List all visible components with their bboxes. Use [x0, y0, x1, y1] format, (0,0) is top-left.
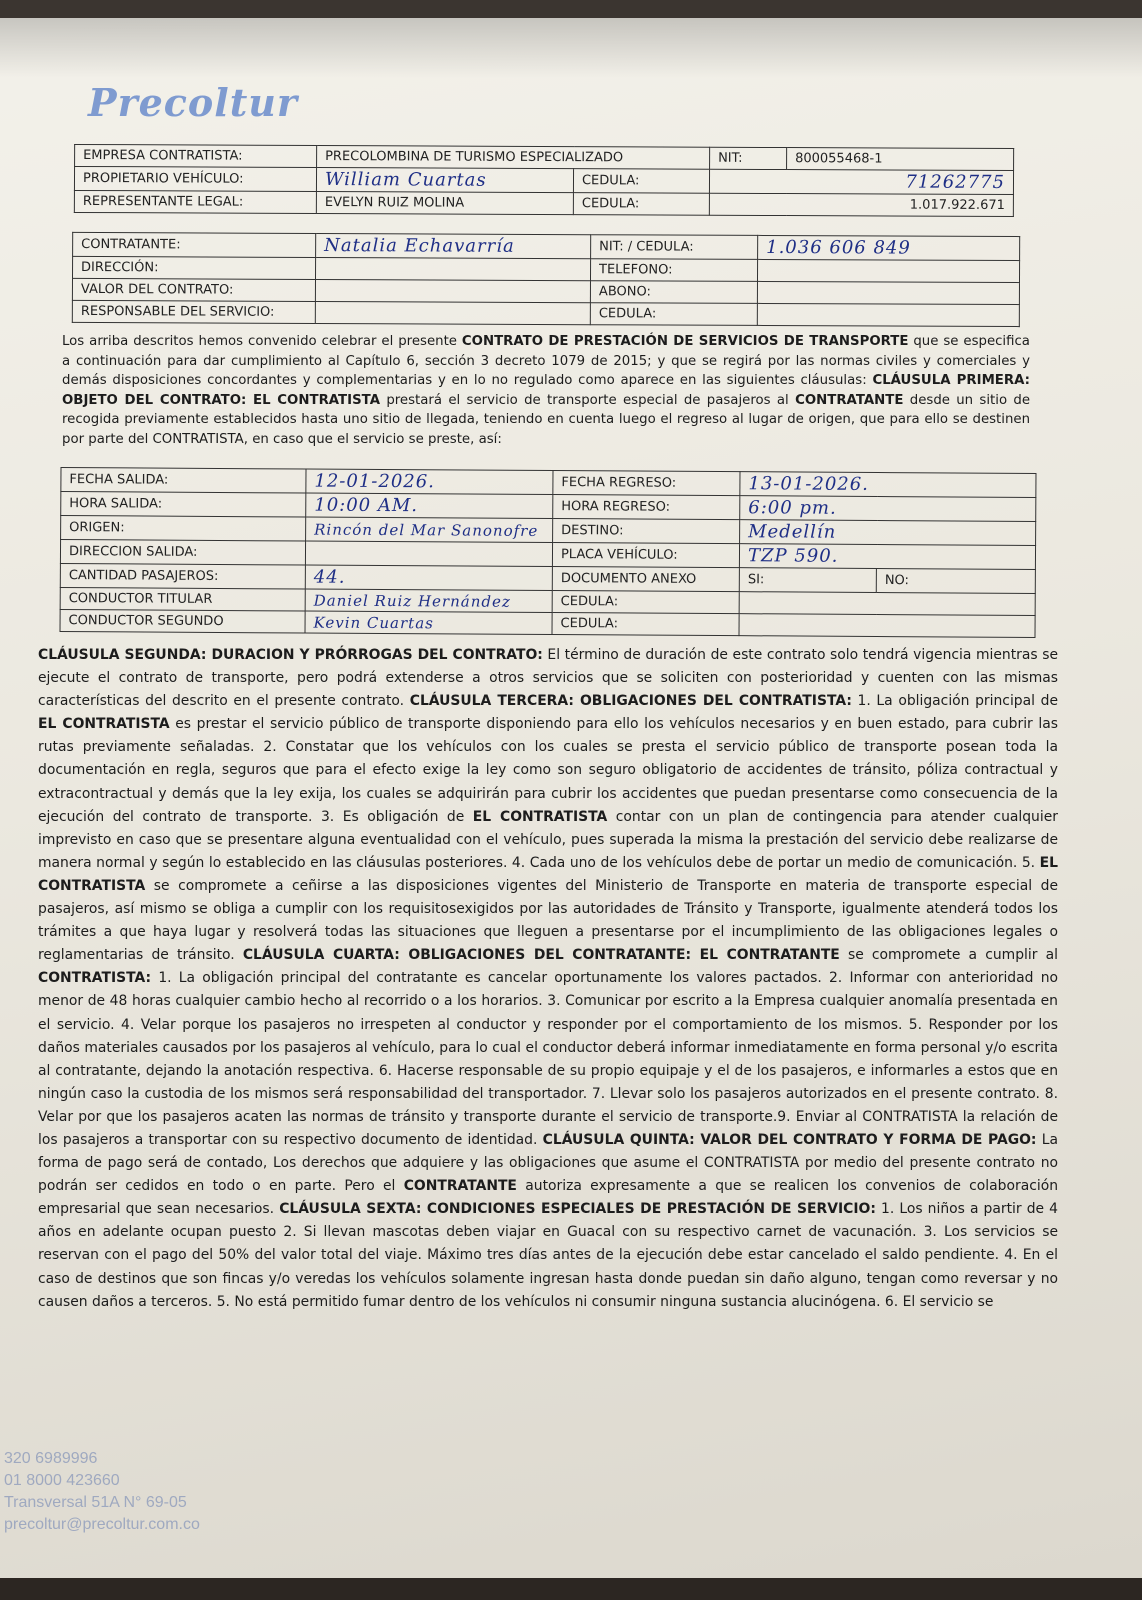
conductor-titular-value: Daniel Ruiz Hernández [305, 589, 552, 613]
contratante-value: Natalia Echavarría [316, 233, 591, 258]
placa-value: TZP 590. [739, 544, 1035, 570]
cedula-value [757, 303, 1019, 326]
valor-label: VALOR DEL CONTRATO: [72, 278, 315, 301]
cedula-b-value [739, 614, 1035, 638]
direccion-value [315, 257, 590, 280]
clause3-text-d: EL CONTRATISTA [472, 808, 608, 825]
logo-text: Precoltur [88, 80, 298, 125]
intro-paragraph [62, 332, 1030, 450]
cedula-a-label: CEDULA: [552, 591, 739, 614]
nit-value: 800055468-1 [787, 148, 1014, 171]
direccion-salida-label: DIRECCION SALIDA: [60, 540, 305, 565]
clause1-text-a: prestará el servicio de transporte especial de pasajeros al [386, 392, 789, 408]
clause5-text-c: autoriza expresamente a que se realicen los convenios de colaboración empresarial que sean necesarios. [38, 1178, 1059, 1218]
telefono-value [757, 259, 1019, 282]
no-label: NO: [876, 569, 1035, 594]
clauses-body [38, 644, 1058, 1314]
clause1-title: CLÁUSULA PRIMERA: OBJETO DEL CONTRATO: EL CONTRATISTA [62, 373, 1030, 408]
page-shadow [0, 18, 1142, 78]
documento-label: DOCUMENTO ANEXO [552, 567, 739, 592]
intro-text-c: que se especifica a continuación para dar cumplimiento al Capítulo 6, sección 3 decreto 1079 de 2015; y que se regirá por las normas civiles y comerciales y demás disposiciones concordantes y complementarias y en lo no regulado como aparece en las siguientes cláusulas: [62, 334, 1030, 389]
empresa-value: PRECOLOMBINA DE TURISMO ESPECIALIZADO [317, 146, 710, 170]
clause2-text: El término de duración de este contrato solo tendrá vigencia mientras se ejecute el contrato de transporte, pero podrá extenderse a otros servicios que se soliciten con posterioridad y cuenten con las mismas características del descrito en el presente contrato. [38, 647, 1059, 710]
cantidad-label: CANTIDAD PASAJEROS: [60, 564, 305, 589]
conductor-segundo-value: Kevin Cuartas [305, 611, 552, 635]
clause5-title: CLÁUSULA QUINTA: VALOR DEL CONTRATO Y FORMA DE PAGO: [542, 1131, 1037, 1148]
clause4-text-c: 1. La obligación principal del contratante es cancelar oportunamente los valores pactados. 2. Informar con anterioridad no menor de 48 horas cualquier cambio hecho al recorrido o a los horarios. 3. Comunicar por escrito a la Empresa cualquier anomalía presentada en el servicio. 4. Velar porque los pasajeros no irrespeten al conductor y responder por el comportamiento de los mismos. 5. Responder por los daños materiales causados por los pasajeros al vehículo, para lo cual el conductor deberá informar inmediatamente en forma personal y/o escrita al contratante, dejando la anotación respectiva. 6. Hacerse responsable de su propio equipaje y el de los pasajeros, e informarles a estos que en ningún caso la custodia de los mismos será responsabilidad del transportador. 7. Llevar solo los pasajeros autorizados en el presente contrato. 8. Velar por que los pasajeros acaten las normas de tránsito y transporte durante el servicio de transporte.9. Enviar al CONTRATISTA la relación de los pasajeros a transportar con su respectivo documento de identidad. [38, 970, 1058, 1148]
contact-footer [4, 1448, 200, 1536]
placa-label: PLACA VEHÍCULO: [552, 543, 739, 568]
clause5-text-a: La forma de pago será de contado, Los derechos que adquiere y las obligaciones que asume el CONTRATISTA por medio del presente contrato no podrán ser cedidos en todo o en parte. Pero el [38, 1131, 1058, 1195]
intro-text-a: Los arriba descritos hemos convenido celebrar el presente [62, 334, 457, 349]
clause5-text-b: CONTRATANTE [403, 1178, 517, 1195]
responsable-label: RESPONSABLE DEL SERVICIO: [72, 300, 315, 323]
cedula-b-label: CEDULA: [552, 613, 739, 636]
footer-address: Transversal 51A N° 69-05 [4, 1494, 187, 1511]
destino-label: DESTINO: [553, 519, 740, 544]
abono-value [757, 281, 1019, 304]
fecha-salida-value: 12-01-2026. [306, 469, 553, 495]
client-table [72, 232, 1020, 327]
cedula1-label: CEDULA: [573, 169, 709, 194]
direccion-label: DIRECCIÓN: [73, 256, 316, 279]
clause3-text-b: EL CONTRATISTA [38, 716, 170, 733]
clause4-text-a: se compromete a cumplir al [847, 947, 1058, 964]
conductor-segundo-label: CONDUCTOR SEGUNDO [60, 610, 305, 633]
propietario-value: William Cuartas [316, 168, 573, 193]
clause3-text-a: 1. La obligación principal de [857, 693, 1058, 710]
fecha-salida-label: FECHA SALIDA: [61, 468, 306, 493]
nit-label: NIT: [710, 147, 787, 169]
cedula1-value: 71262775 [709, 169, 1013, 194]
direccion-salida-value [305, 541, 552, 567]
telefono-label: TELEFONO: [590, 259, 757, 282]
fecha-regreso-label: FECHA REGRESO: [553, 471, 740, 496]
cantidad-value: 44. [305, 565, 552, 591]
cedula2-label: CEDULA: [573, 193, 709, 216]
clause2-title: CLÁUSULA SEGUNDA: DURACION Y PRÓRROGAS DEL CONTRATO: [38, 647, 543, 663]
clause3-text-g: se compromete a ceñirse a las disposiciones vigentes del Ministerio de Transporte en materia de transporte especial de pasajeros, así mismo se obliga a cumplir con los requisitosexigidos por las autoridades de Tránsito y Transporte, igualmente atenderá todos los trámites a que haya lugar y resolverá todas las situaciones que lleguen a presentarse por el incumplimiento de las obligaciones legales o reglamentarias de tránsito. [38, 877, 1058, 964]
hora-regreso-label: HORA REGRESO: [553, 495, 740, 520]
representante-label: REPRESENTANTE LEGAL: [74, 190, 316, 213]
origen-value: Rincón del Mar Sanonofre [306, 517, 553, 543]
clause1-text-b: CONTRATANTE [795, 392, 904, 408]
origen-label: ORIGEN: [61, 516, 306, 541]
clause3-text-c: es prestar el servicio público de transporte disponiendo para ello los vehículos necesarios y en buen estado, para cubrir las rutas previamente señaladas. 2. Constatar que los vehículos con los cuales se presta el servicio público de transporte posean toda la documentación en regla, seguros que para el efecto exige la ley como son seguro obligatorio de accidentes de tránsito, póliza contractual y extracontractual y demás que la ley exija, los cuales se adquirirán para cubrir los accidentes que puedan presentarse como consecuencia de la ejecución del contrato de transporte. 3. Es obligación de [38, 716, 1058, 825]
footer-phone2: 01 8000 423660 [4, 1472, 120, 1489]
clause3-text-f: EL CONTRATISTA [38, 854, 1058, 894]
representante-value: EVELYN RUIZ MOLINA [316, 192, 573, 215]
valor-value [315, 279, 590, 302]
destino-value: Medellín [740, 520, 1036, 546]
clause3-title: CLÁUSULA TERCERA: OBLIGACIONES DEL CONTRATISTA: [409, 693, 852, 710]
clause1-text-c: desde un sitio de recogida previamente establecidos hasta uno sitio de llegada, teniendo en cuenta luego el regreso al lugar de origen, que para ello se destinen por parte del CONTRATISTA, en caso que el servicio se preste, así: [62, 392, 1031, 447]
footer-email: precoltur@precoltur.com.co [4, 1516, 200, 1533]
cedula2-value: 1.017.922.671 [709, 193, 1013, 216]
table-surface [0, 1578, 1142, 1600]
nit-cedula-label: NIT: / CEDULA: [591, 235, 758, 260]
contratante-label: CONTRATANTE: [73, 232, 316, 257]
trip-table [60, 467, 1037, 638]
cedula-label: CEDULA: [590, 303, 757, 326]
company-table [74, 144, 1014, 217]
clause6-title: CLÁUSULA SEXTA: CONDICIONES ESPECIALES DE PRESTACIÓN DE SERVICIO: [279, 1201, 876, 1218]
clause4-text-b: CONTRATISTA: [38, 970, 152, 987]
si-label: SI: [739, 568, 876, 593]
conductor-titular-label: CONDUCTOR TITULAR [60, 588, 305, 611]
hora-salida-label: HORA SALIDA: [61, 492, 306, 517]
fecha-regreso-value: 13-01-2026. [740, 472, 1036, 498]
hora-regreso-value: 6:00 pm. [740, 496, 1036, 522]
hora-salida-value: 10:00 AM. [306, 493, 553, 519]
cedula-a-value [739, 592, 1035, 616]
clause4-title: CLÁUSULA CUARTA: OBLIGACIONES DEL CONTRATANTE: EL CONTRATANTE [242, 947, 840, 964]
abono-label: ABONO: [590, 281, 757, 304]
empresa-label: EMPRESA CONTRATISTA: [75, 144, 317, 167]
footer-phone1: 320 6989996 [4, 1450, 98, 1467]
clause3-text-e: contar con un plan de contingencia para atender cualquier imprevisto en caso que se presentare alguna eventualidad con el vehículo, pues superada la misma la prestación del servicio debe realizarse de manera normal y según lo establecido en las cláusulas posteriores. 4. Cada uno de los vehículos debe de portar un medio de comunicación. 5. [38, 808, 1058, 871]
propietario-label: PROPIETARIO VEHÍCULO: [74, 166, 316, 191]
contract-page [0, 18, 1142, 1578]
nit-cedula-value: 1.036 606 849 [758, 235, 1020, 260]
intro-text-b: CONTRATO DE PRESTACIÓN DE SERVICIOS DE TRANSPORTE [461, 334, 909, 349]
company-logo [88, 80, 298, 125]
clause6-text: 1. Los niños a partir de 4 años en adelante ocupan puesto 2. Si llevan mascotas deben viajar en Guacal con su respectivo carnet de vacunación. 3. Los servicios se reservan con el pago del 50% del valor total del viaje. Máximo tres días antes de la ejecución debe estar cancelado el saldo pendiente. 4. En el caso de destinos que son fincas y/o veredas los vehículos solamente ingresan hasta donde puedan sin daño alguno, tengan como reversar y no causen daños a terceros. 5. No está permitido fumar dentro de los vehículos ni consumir ninguna sustancia alucinógena. 6. El servicio se [38, 1201, 1058, 1310]
responsable-value [315, 301, 590, 324]
